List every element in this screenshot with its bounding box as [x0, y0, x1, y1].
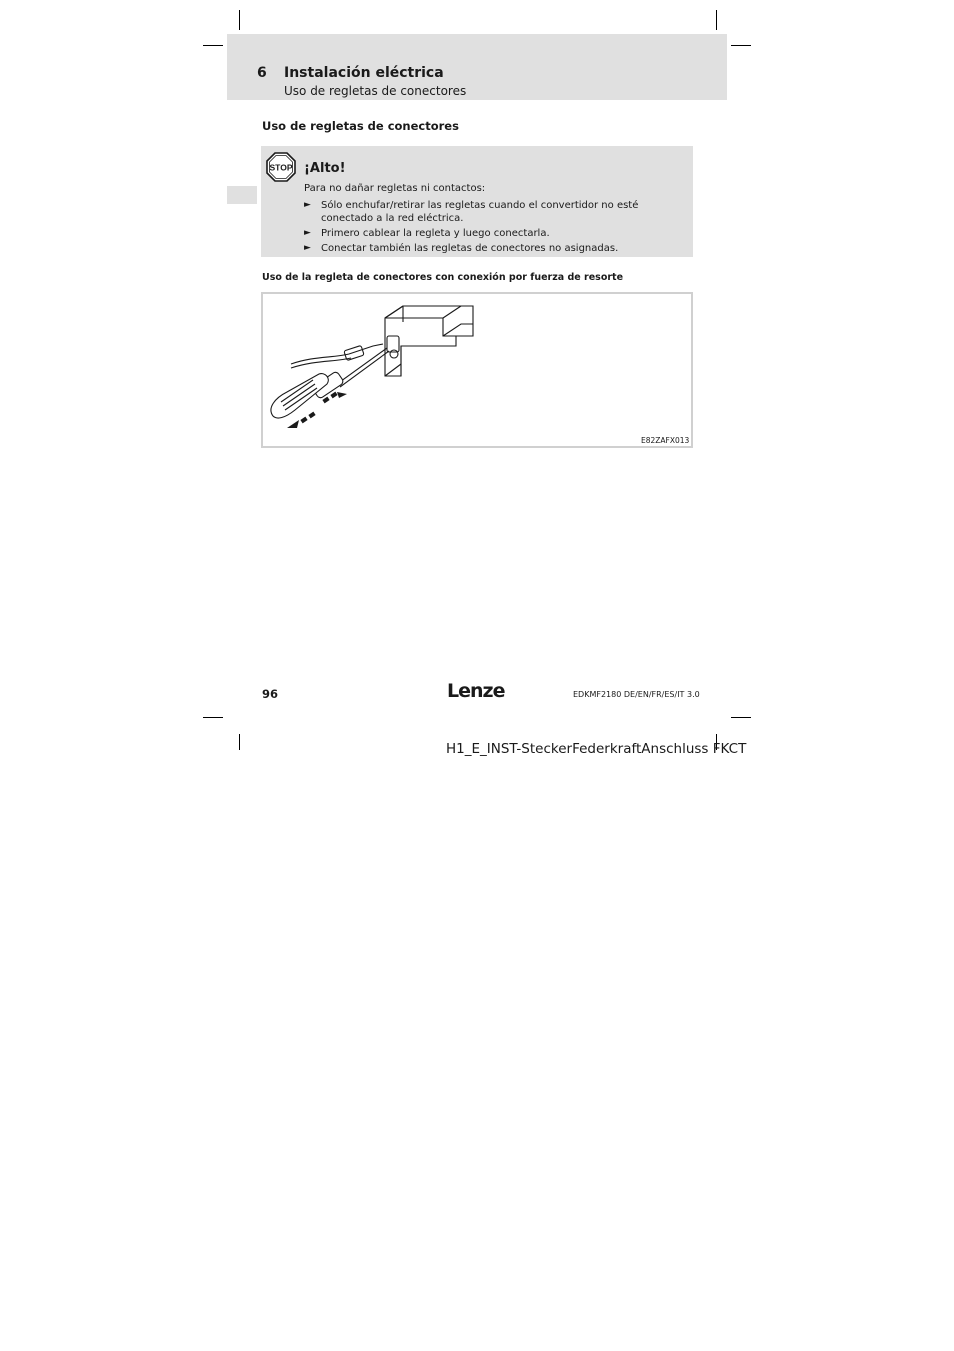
connector-illustration [263, 294, 691, 446]
crop-mark [203, 717, 223, 718]
stop-sign-icon [266, 152, 296, 182]
chapter-number: 6 [257, 65, 267, 81]
bullet-arrow-icon: ► [304, 228, 311, 238]
chapter-title: Instalación eléctrica [284, 65, 444, 81]
bullet-arrow-icon: ► [304, 200, 311, 210]
figure-heading: Uso de la regleta de conectores con conexión por fuerza de resorte [262, 272, 624, 283]
crop-mark [731, 717, 751, 718]
chapter-subtitle: Uso de regletas de conectores [284, 84, 467, 98]
wire-ferrule [344, 345, 364, 360]
crop-mark [203, 45, 223, 46]
crop-mark [239, 10, 240, 30]
warning-item-text: Sólo enchufar/retirar las regletas cuando el convertidor no esté conectado a la red eléctrica. [321, 200, 639, 224]
side-tab-marker [227, 186, 257, 204]
warning-item-text: Primero cablear la regleta y luego conectarla. [321, 228, 550, 239]
crop-mark [716, 10, 717, 30]
screwdriver [271, 348, 389, 418]
warning-title: ¡Alto! [304, 161, 346, 176]
job-name: H1_E_INST-SteckerFederkraftAnschluss FKCT [446, 741, 747, 757]
crop-mark [239, 734, 240, 750]
warning-intro: Para no dañar regletas ni contactos: [304, 183, 486, 194]
section-heading: Uso de regletas de conectores [262, 119, 459, 133]
terminal-block [385, 306, 473, 376]
stop-icon-text: STOP [269, 162, 293, 173]
crop-mark [731, 45, 751, 46]
figure-code: E82ZAFX013 [641, 436, 690, 445]
warning-item-text: Conectar también las regletas de conectores no asignadas. [321, 243, 619, 254]
bullet-arrow-icon: ► [304, 243, 311, 253]
page-number: 96 [262, 687, 279, 701]
lenze-logo: Lenze [447, 680, 505, 702]
document-reference: EDKMF2180 DE/EN/FR/ES/IT 3.0 [573, 690, 700, 699]
